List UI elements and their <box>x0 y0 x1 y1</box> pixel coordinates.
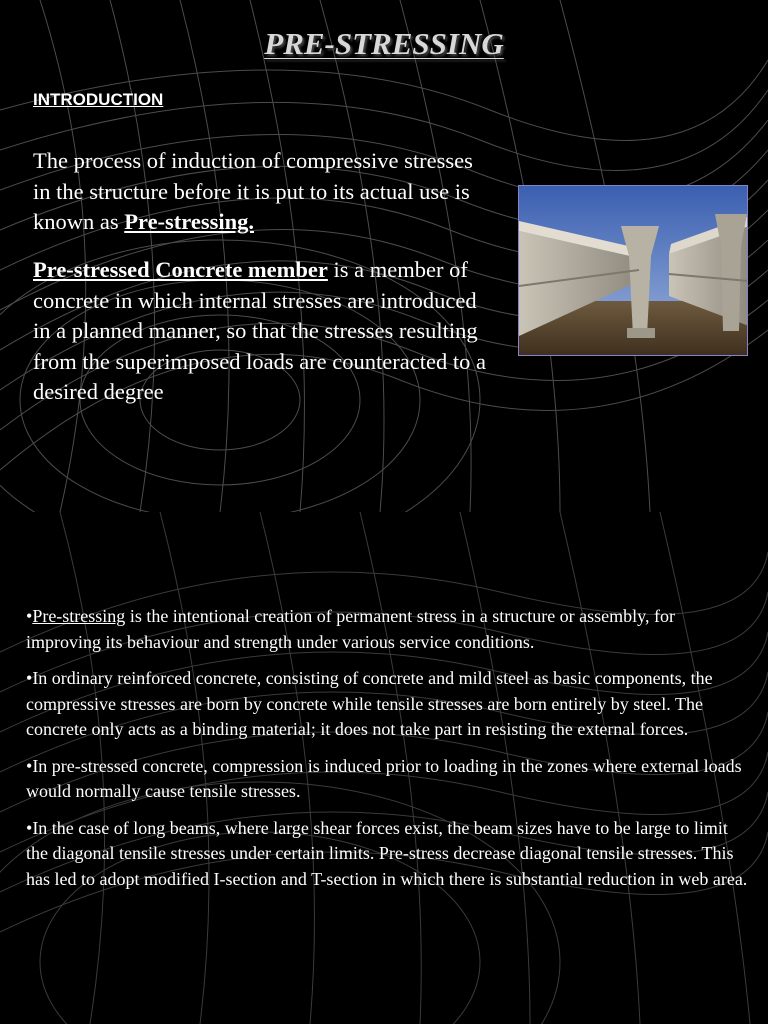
member-text: is a member of concrete in which internal stresses are introduced in a planned manner, so that the stresses resulting from the superimposed loads are counteracted to a desired degree <box>33 257 486 404</box>
bullet-list <box>26 604 748 903</box>
bullet-mark: • <box>26 606 33 626</box>
bullet-mark: • <box>26 668 33 688</box>
bullet-text: is the intentional creation of permanent stress in a structure or assembly, for improving its behaviour and strength under various service conditions. <box>26 606 675 652</box>
bullet-item <box>26 604 748 655</box>
bullet-item <box>26 754 748 805</box>
bullet-item <box>26 816 748 893</box>
bullet-text: In ordinary reinforced concrete, consisting of concrete and mild steel as basic components, the compressive stresses are born by concrete while tensile stresses are born entirely by steel. The concrete only acts as a binding material; it does not take part in resisting the external forces. <box>26 668 713 739</box>
term-prestressing: Pre-stressing <box>32 606 126 626</box>
bullet-text: In pre-stressed concrete, compression is induced prior to loading in the zones where external loads would normally cause tensile stresses. <box>26 755 742 801</box>
term-prestressed-member: Pre-stressed Concrete member <box>33 257 328 282</box>
prestressed-beams-photo <box>518 185 748 356</box>
definition-text: The process of induction of compressive stresses in the structure before it is put to its actual use is known as <box>33 148 473 234</box>
beams-illustration <box>519 186 748 356</box>
term-prestressing: Pre-stressing. <box>124 209 255 234</box>
slide-details <box>0 512 768 1024</box>
section-heading: INTRODUCTION <box>33 90 164 109</box>
bullet-mark: • <box>26 755 33 776</box>
bullet-mark: • <box>26 817 33 838</box>
slide-title: PRE-STRESSING <box>264 26 504 61</box>
member-paragraph <box>33 255 493 408</box>
bullet-item <box>26 666 748 743</box>
bullet-text: In the case of long beams, where large shear forces exist, the beam sizes have to be large to limit the diagonal tensile stresses under certain limits. Pre-stress decrease diagonal tensile stresses. This has led to adopt modified I-section and T-section in which there is substantial reduction in web area. <box>26 817 748 889</box>
definition-paragraph <box>33 146 493 238</box>
